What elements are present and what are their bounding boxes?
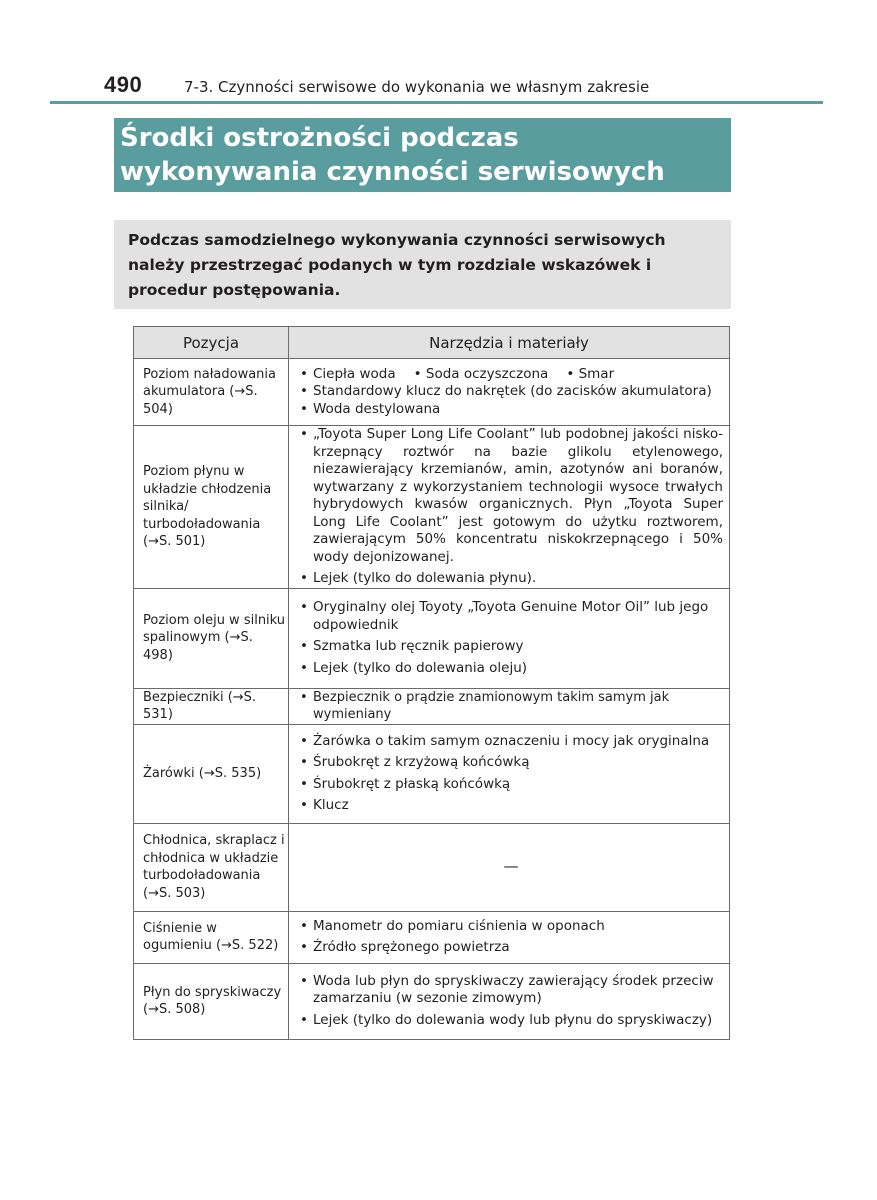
empty-value-dash: —: [289, 823, 730, 911]
tools-item: • Lejek (tylko do dolewania oleju): [299, 660, 723, 678]
tools-item: • Klucz: [299, 797, 723, 815]
tools-item-text: Ciepła woda: [313, 365, 396, 382]
position-cell: Poziom płynu w układzie chłodzenia silnika/ turbodoładowania (→S. 501): [134, 426, 289, 589]
tools-item: • Standardowy klucz do nakrętek (do zacisków akumulatora): [299, 383, 723, 401]
table-row: [134, 688, 730, 724]
tools-list: [299, 689, 723, 724]
tools-cell: [289, 688, 730, 724]
tools-cell: [289, 426, 730, 589]
tools-item-text: • Soda oczyszczona: [413, 365, 549, 382]
tools-list: [299, 426, 723, 588]
tools-cell: [289, 963, 730, 1039]
tools-list: [299, 599, 723, 677]
position-cell: Poziom naładowania akumulatora (→S. 504): [134, 359, 289, 426]
position-cell: Ciśnienie w ogumieniu (→S. 522): [134, 911, 289, 963]
table-header-row: [134, 327, 730, 359]
tools-item: • Woda destylowana: [299, 401, 723, 419]
tools-item: • Bezpiecznik o prądzie znamionowym takim samym jak wymieniany: [299, 689, 723, 724]
tools-item: • Woda lub płyn do spryskiwaczy zawierający środek przeciw zamarzaniu (w sezonie zimowym): [299, 973, 723, 1008]
tools-item-label: Soda oczyszczona: [425, 365, 549, 382]
tools-item: • Oryginalny olej Toyoty „Toyota Genuine Motor Oil” lub jego odpowiednik: [299, 599, 723, 634]
intro-text: Podczas samodzielnego wykonywania czynności serwisowych należy przestrzegać podanych w tym rozdziale wskazówek i procedur postępowania.: [128, 231, 666, 299]
tools-item: • Śrubokręt z krzyżową końcówką: [299, 754, 723, 772]
table-row: [134, 724, 730, 823]
tools-list: [299, 733, 723, 815]
column-header-tools: Narzędzia i materiały: [289, 327, 730, 359]
position-cell: Poziom oleju w silniku spalinowym (→S. 498): [134, 588, 289, 688]
tools-cell: [289, 588, 730, 688]
intro-box: [114, 220, 731, 309]
position-cell: Chłodnica, skraplacz i chłodnica w układzie turbodoładowania (→S. 503): [134, 823, 289, 911]
tools-item: • Lejek (tylko do dolewania płynu).: [299, 570, 723, 588]
tools-cell: [289, 724, 730, 823]
tools-item: • Źródło sprężonego powietrza: [299, 939, 723, 957]
tools-list: [299, 973, 723, 1030]
table-row: [134, 588, 730, 688]
position-cell: Płyn do spryskiwaczy (→S. 508): [134, 963, 289, 1039]
table-row: [134, 911, 730, 963]
tools-item: • Śrubokręt z płaską końcówką: [299, 776, 723, 794]
tools-item-text: • Smar: [566, 365, 615, 382]
tools-item: • „Toyota Super Long Life Coolant” lub podobnej jakości niskokrzepnący roztwór na bazie glikolu etylenowego, niezawierający krzemianów, amin, azotynów ani boranów, wytwarzany z wykorzystaniem technologii wysoce trwałych hybrydowych kwasów organicznych. Płyn „Toyota Super Long Life Coolant” jest gotowym do użytku roztworem, zawierającym 50% koncentratu niskokrzepnącego i 50% wody dejonizowanej.: [299, 426, 723, 566]
tools-cell: [289, 911, 730, 963]
table-row: [134, 426, 730, 589]
tools-item: • Lejek (tylko do dolewania wody lub płynu do spryskiwaczy): [299, 1012, 723, 1030]
table-row: [134, 359, 730, 426]
running-header: 7-3. Czynności serwisowe do wykonania we własnym zakresie: [184, 78, 650, 96]
table-row: [134, 823, 730, 911]
tools-item: [299, 366, 723, 384]
tools-item: • Żarówka o takim samym oznaczeniu i mocy jak oryginalna: [299, 733, 723, 751]
tools-list: [299, 918, 723, 957]
position-cell: Bezpieczniki (→S. 531): [134, 688, 289, 724]
page-number: 490: [104, 72, 143, 97]
tools-item: • Szmatka lub ręcznik papierowy: [299, 638, 723, 656]
tools-item-label: Smar: [578, 365, 615, 382]
header-divider: [50, 101, 823, 104]
tools-cell: [289, 359, 730, 426]
section-title: Środki ostrożności podczas wykonywania czynności serwisowych: [120, 123, 665, 187]
tools-item: • Manometr do pomiaru ciśnienia w oponach: [299, 918, 723, 936]
position-cell: Żarówki (→S. 535): [134, 724, 289, 823]
column-header-position: Pozycja: [134, 327, 289, 359]
table-row: [134, 963, 730, 1039]
service-table: [133, 326, 730, 1040]
tools-list: [299, 366, 723, 419]
section-title-banner: [114, 118, 731, 192]
